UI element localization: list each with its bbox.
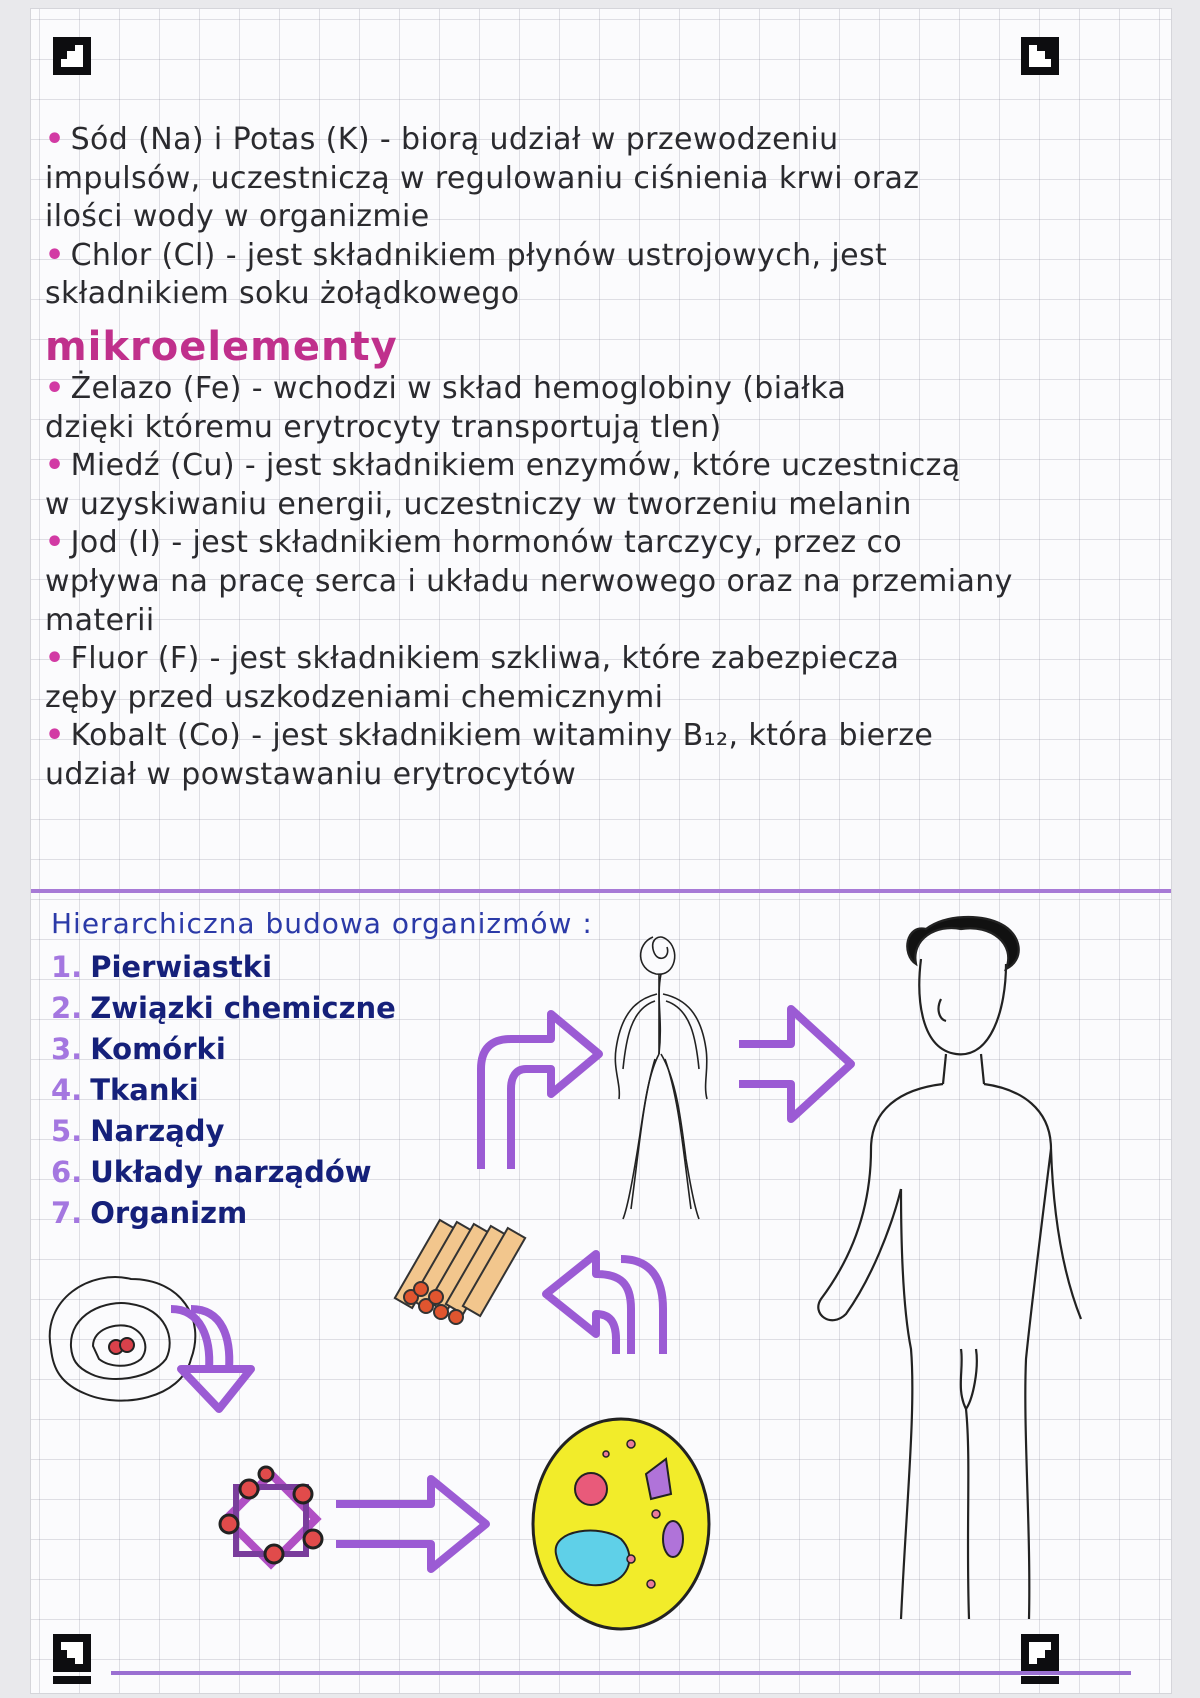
note-line: wpływa na pracę serca i układu nerwowego oraz na przemiany: [45, 563, 1013, 599]
note-line: zęby przed uszkodzeniami chemicznymi: [45, 679, 664, 715]
molecule-icon: [220, 1467, 322, 1564]
arrow-icon: [336, 1479, 486, 1569]
list-item: 5. Narządy: [51, 1114, 225, 1148]
bottom-rule: [111, 1671, 1131, 1675]
note-line: materii: [45, 602, 155, 638]
list-item: 2. Związki chemiczne: [51, 991, 396, 1025]
arrow-icon: [481, 1014, 599, 1169]
note-line: udział w powstawaniu erytrocytów: [45, 756, 577, 792]
diagram-drawings: [31, 9, 1171, 1693]
list-item: 3. Komórki: [51, 1032, 226, 1066]
human-body-icon: [818, 917, 1081, 1619]
list-item: 6. Układy narządów: [51, 1155, 372, 1189]
section-heading: mikroelementy: [45, 323, 398, 370]
tissue-icon: [395, 1220, 525, 1324]
list-item: 4. Tkanki: [51, 1073, 199, 1107]
list-item: 1. Pierwiastki: [51, 950, 273, 984]
note-line: dzięki któremu erytrocyty transportują tlen): [45, 409, 722, 445]
note-line: impulsów, uczestniczą w regulowaniu ciśnienia krwi oraz: [45, 160, 920, 196]
arrow-icon: [739, 1009, 851, 1119]
notebook-page: [30, 8, 1172, 1694]
note-line: • Sód (Na) i Potas (K) - biorą udział w przewodzeniu: [45, 122, 839, 157]
hierarchy-title: Hierarchiczna budowa organizmów :: [51, 907, 593, 940]
note-line: • Jod (I) - jest składnikiem hormonów tarczycy, przez co: [45, 525, 903, 561]
arrow-icon: [546, 1254, 663, 1354]
note-line: • Miedź (Cu) - jest składnikiem enzymów, które uczestniczą: [45, 448, 961, 484]
note-line: • Żelazo (Fe) - wchodzi w skład hemoglobiny (białka: [45, 370, 847, 406]
note-line: • Chlor (Cl) - jest składnikiem płynów ustrojowych, jest: [45, 237, 888, 273]
note-line: • Kobalt (Co) - jest składnikiem witaminy B₁₂, która bierze: [45, 718, 934, 754]
note-line: składnikiem soku żołądkowego: [45, 276, 520, 312]
note-line: w uzyskiwaniu energii, uczestniczy w tworzeniu melanin: [45, 486, 912, 522]
cell-icon: [533, 1419, 709, 1629]
note-line: ilości wody w organizmie: [45, 199, 430, 235]
atom-icon: [50, 1277, 196, 1401]
note-line: • Fluor (F) - jest składnikiem szkliwa, które zabezpiecza: [45, 641, 900, 677]
nervous-system-icon: [615, 937, 707, 1219]
list-item: 7. Organizm: [51, 1196, 248, 1230]
arrow-icon: [171, 1309, 251, 1409]
